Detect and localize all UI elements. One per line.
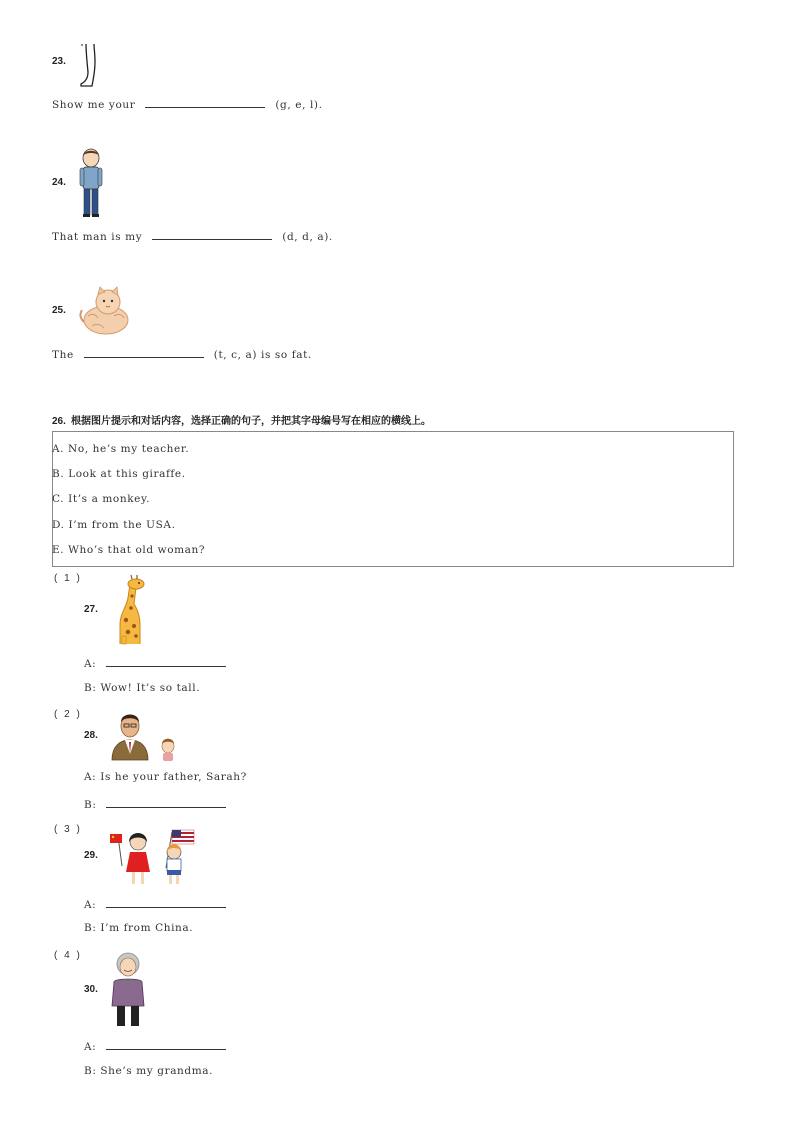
sentence-text: Show me your (52, 99, 136, 111)
dialogue-line-b: B: I’m from China. (84, 922, 194, 934)
letter-hint: (d, d, a). (282, 231, 333, 243)
dialogue-line-a: A: Is he your father, Sarah? (84, 771, 247, 783)
answer-blank[interactable] (106, 1039, 226, 1050)
answer-blank[interactable] (84, 347, 204, 358)
question-number: 29. (84, 850, 98, 861)
question-number: 27. (84, 604, 98, 615)
answer-blank[interactable] (152, 229, 272, 240)
dialogue-line-a (84, 656, 236, 670)
sub-question-label: ( 1 ) (54, 573, 82, 584)
giraffe-illustration (106, 574, 150, 646)
question-number: 26. (52, 416, 66, 427)
question-sentence (52, 347, 312, 361)
sub-question-label: ( 3 ) (54, 824, 82, 835)
cat-illustration (78, 286, 130, 336)
option-b: B. Look at this giraffe. (52, 468, 186, 480)
speaker-a: A: (84, 1041, 97, 1053)
letter-hint: (t, c, a) is so fat. (213, 349, 312, 361)
two-kids-flags-illustration (108, 826, 196, 888)
instruction-text: 根据图片提示和对话内容，选择正确的句子，并把其字母编号写在相应的横线上。 (71, 416, 431, 427)
question-number: 25. (52, 305, 66, 316)
sentence-text: The (52, 349, 74, 361)
dialogue-line-a (84, 897, 236, 911)
option-e: E. Who’s that old woman? (52, 544, 206, 556)
question-number: 28. (84, 730, 98, 741)
father-girl-illustration (108, 710, 180, 762)
question-number: 23. (52, 56, 66, 67)
option-c: C. It’s a monkey. (52, 493, 151, 505)
question-number: 24. (52, 177, 66, 188)
answer-blank[interactable] (106, 797, 226, 808)
option-a: A. No, he’s my teacher. (52, 443, 190, 455)
speaker-a: A: (84, 658, 97, 670)
dialogue-line-b: B: She’s my grandma. (84, 1065, 214, 1077)
instruction-heading (52, 409, 431, 428)
speaker-a: A: (84, 899, 97, 911)
dialogue-line-b: B: Wow! It’s so tall. (84, 682, 201, 694)
question-number: 30. (84, 984, 98, 995)
answer-blank[interactable] (106, 897, 226, 908)
question-sentence (52, 229, 333, 243)
speaker-b: B: (84, 799, 97, 811)
sub-question-label: ( 2 ) (54, 709, 82, 720)
man-illustration (78, 146, 104, 218)
dialogue-line-a (84, 1039, 236, 1053)
sub-question-label: ( 4 ) (54, 950, 82, 961)
letter-hint: (g, e, l). (275, 99, 323, 111)
question-sentence (52, 97, 323, 111)
sentence-text: That man is my (52, 231, 143, 243)
dialogue-line-b (84, 797, 236, 811)
option-d: D. I’m from the USA. (52, 519, 176, 531)
grandma-illustration (108, 950, 148, 1030)
leg-illustration (78, 42, 102, 88)
answer-blank[interactable] (106, 656, 226, 667)
answer-blank[interactable] (145, 97, 265, 108)
